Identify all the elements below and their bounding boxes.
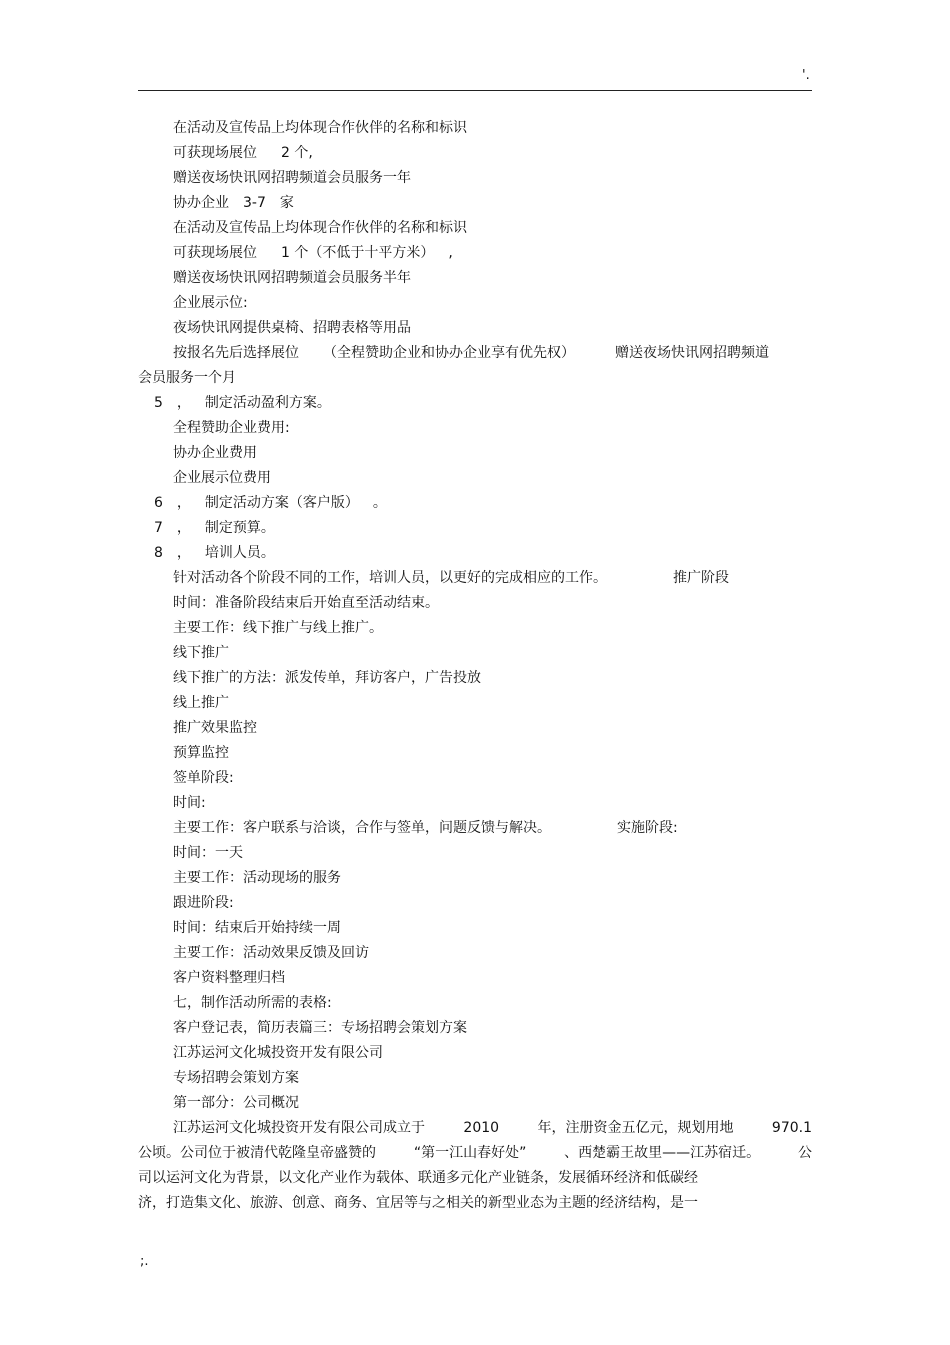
text-line: 主要工作：活动现场的服务 — [173, 870, 341, 886]
text-line: 时间：结束后开始持续一周 — [173, 920, 341, 936]
text-line: 推广效果监控 — [173, 720, 257, 736]
text-line: 济，打造集文化、旅游、创意、商务、宜居等与之相关的新型业态为主题的经济结构，是一 — [138, 1195, 698, 1211]
text-line: 签单阶段: — [173, 770, 234, 786]
text-span: 、西楚霸王故里——江苏宿迁。 — [564, 1145, 761, 1161]
text-line: 时间：一天 — [173, 845, 243, 861]
text-span: 公 — [798, 1145, 812, 1161]
list-number: 7 — [154, 520, 163, 536]
text-line: 主要工作：活动效果反馈及回访 — [173, 945, 369, 961]
text-span: ， — [176, 520, 191, 536]
text-span: 实施阶段: — [617, 820, 678, 836]
text-line: 客户登记表，简历表篇三：专场招聘会策划方案 — [173, 1020, 467, 1036]
text-span: ， — [176, 495, 191, 511]
text-span: 3-7 — [243, 195, 266, 211]
footer-mark: ;. — [140, 1254, 149, 1269]
text-span: , — [448, 245, 453, 261]
header-rule — [138, 90, 812, 91]
text-span: 协办企业 — [173, 195, 229, 211]
list-number: 8 — [154, 545, 163, 561]
text-line: 会员服务一个月 — [138, 370, 236, 386]
text-span: 制定活动方案（客户版） — [204, 495, 359, 511]
text-span: ， — [176, 395, 191, 411]
text-line: 时间：准备阶段结束后开始直至活动结束。 — [173, 595, 439, 611]
text-span: 制定活动盈利方案。 — [204, 395, 331, 411]
text-span: 2010 — [463, 1120, 500, 1136]
text-line: 线下推广 — [173, 645, 229, 661]
document-body — [138, 116, 812, 1216]
text-line — [138, 241, 812, 266]
list-number: 6 — [154, 495, 163, 511]
text-span: 年，注册资金五亿元，规划用地 — [537, 1120, 734, 1136]
text-span: 可获现场展位 — [173, 245, 257, 261]
text-span: 。 — [372, 495, 387, 511]
text-line: 司以运河文化为背景，以文化产业作为载体、联通多元化产业链条，发展循环经济和低碳经 — [138, 1170, 698, 1186]
text-line — [138, 391, 812, 416]
text-line: 企业展示位费用 — [173, 470, 271, 486]
text-line: 专场招聘会策划方案 — [173, 1070, 299, 1086]
text-line — [138, 141, 812, 166]
text-span: 培训人员。 — [204, 545, 275, 561]
text-line: 江苏运河文化城投资开发有限公司 — [173, 1045, 383, 1061]
text-line: 线下推广的方法：派发传单，拜访客户，广告投放 — [173, 670, 481, 686]
text-span: （全程赞助企业和协办企业享有优先权） — [323, 345, 575, 361]
text-line: 在活动及宣传品上均体现合作伙伴的名称和标识 — [173, 120, 467, 136]
text-line: 企业展示位: — [173, 295, 248, 311]
text-line — [138, 816, 812, 841]
text-line — [138, 1141, 812, 1166]
text-line: 在活动及宣传品上均体现合作伙伴的名称和标识 — [173, 220, 467, 236]
text-line: 时间: — [173, 795, 206, 811]
text-line: 主要工作：线下推广与线上推广。 — [173, 620, 383, 636]
text-span: ， — [176, 545, 191, 561]
text-line — [138, 341, 812, 366]
text-span: 针对活动各个阶段不同的工作，培训人员，以更好的完成相应的工作。 — [173, 570, 607, 586]
list-number: 5 — [154, 395, 163, 411]
text-line — [138, 541, 812, 566]
text-line: 客户资料整理归档 — [173, 970, 285, 986]
text-line — [138, 566, 812, 591]
text-span: 公顷。公司位于被清代乾隆皇帝盛赞的 — [138, 1145, 376, 1161]
text-span: 可获现场展位 — [173, 145, 257, 161]
text-line: 协办企业费用 — [173, 445, 257, 461]
text-line: 赠送夜场快讯网招聘频道会员服务一年 — [173, 170, 411, 186]
text-span: 推广阶段 — [673, 570, 729, 586]
text-line — [138, 516, 812, 541]
text-line: 赠送夜场快讯网招聘频道会员服务半年 — [173, 270, 411, 286]
text-line: 全程赞助企业费用: — [173, 420, 290, 436]
text-line: 预算监控 — [173, 745, 229, 761]
text-span: 按报名先后选择展位 — [173, 345, 299, 361]
text-line — [138, 191, 812, 216]
text-line — [138, 1116, 812, 1141]
text-line: 夜场快讯网提供桌椅、招聘表格等用品 — [173, 320, 411, 336]
text-span: “第一江山春好处” — [413, 1145, 527, 1161]
text-span: 家 — [279, 195, 294, 211]
text-span: 江苏运河文化城投资开发有限公司成立于 — [173, 1120, 425, 1136]
text-span: 主要工作：客户联系与洽谈，合作与签单，问题反馈与解决。 — [173, 820, 551, 836]
text-span: 970.1 — [771, 1120, 812, 1136]
text-line: 七，制作活动所需的表格: — [173, 995, 332, 1011]
header-mark: '. — [802, 68, 810, 83]
text-line — [138, 491, 812, 516]
text-span: 制定预算。 — [204, 520, 275, 536]
text-line: 第一部分：公司概况 — [173, 1095, 299, 1111]
text-line: 跟进阶段: — [173, 895, 234, 911]
text-line: 线上推广 — [173, 695, 229, 711]
text-span: 1 个（不低于十平方米） — [281, 245, 435, 261]
text-span: 赠送夜场快讯网招聘频道 — [615, 345, 769, 361]
text-span: 2 个, — [281, 145, 313, 161]
